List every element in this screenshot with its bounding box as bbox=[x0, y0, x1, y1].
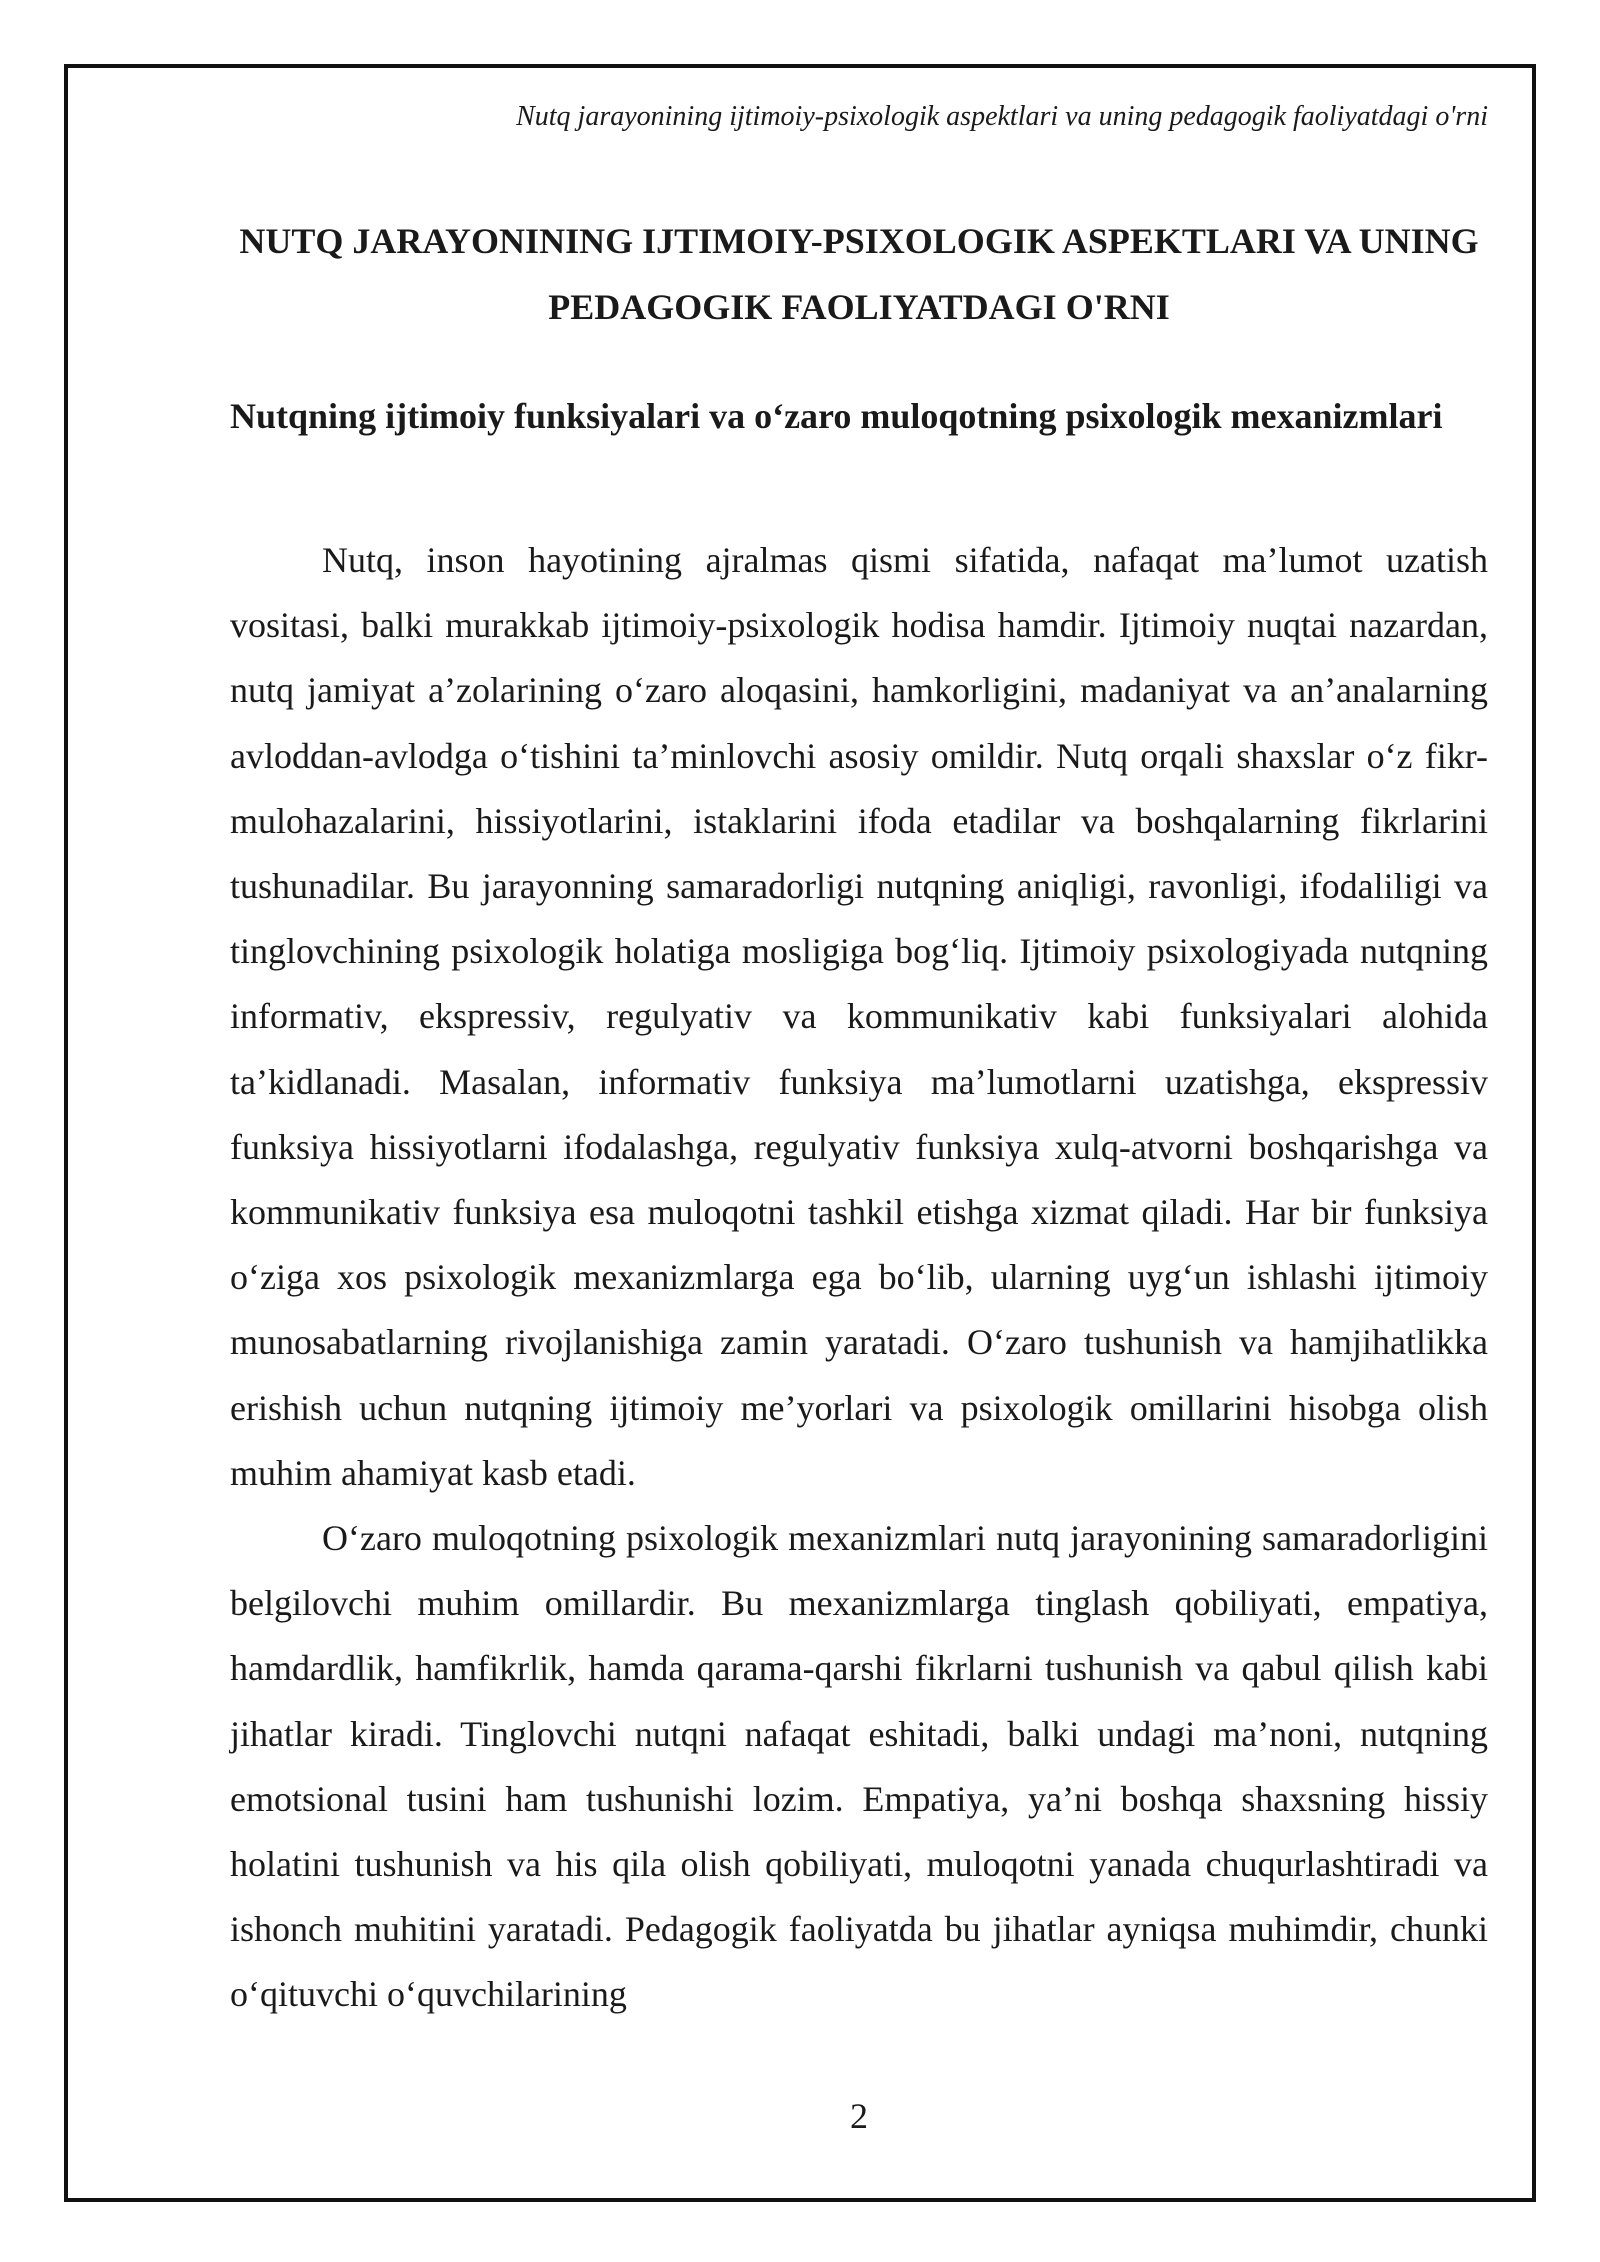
paragraph: Nutq, inson hayotining ajralmas qismi sifatida, nafaqat ma’lumot uzatish vositasi, balki murakkab ijtimoiy-psixologik hodisa hamdir. Ijtimoiy nuqtai nazardan, nutq jamiyat a’zolarining o‘zaro aloqasini, hamkorligini, madaniyat va an’analarning avloddan-avlodga o‘tishini ta’minlovchi asosiy omildir. Nutq orqali shaxslar o‘z fikr-mulohazalarini, hissiyotlarini, istaklarini ifoda etadilar va boshqalarning fikrlarini tushunadilar. Bu jarayonning samaradorligi nutqning aniqligi, ravonligi, ifodaliligi va tinglovchining psixologik holatiga mosligiga bog‘liq. Ijtimoiy psixologiyada nutqning informativ, ekspressiv, regulyativ va kommunikativ kabi funksiyalari alohida ta’kidlanadi. Masalan, informativ funksiya ma’lumotlarni uzatishga, ekspressiv funksiya hissiyotlarni ifodalashga, regulyativ funksiya xulq-atvorni boshqarishga va kommunikativ funksiya esa muloqotni tashkil etishga xizmat qiladi. Har bir funksiya o‘ziga xos psixologik mexanizmlarga ega bo‘lib, ularning uyg‘un ishlashi ijtimoiy munosabatlarning rivojlanishiga zamin yaratadi. O‘zaro tushunish va hamjihatlikka erishish uchun nutqning ijtimoiy me’yorlari va psixologik omillarini hisobga olish muhim ahamiyat kasb etadi. bbox=[230, 540, 1488, 1493]
running-header: Nutq jarayonining ijtimoiy-psixologik aspektlari va uning pedagogik faoliyatdagi o'rni bbox=[516, 101, 1488, 132]
body-text bbox=[230, 528, 1488, 2028]
paragraph: O‘zaro muloqotning psixologik mexanizmlari nutq jarayonining samaradorligini belgilovchi muhim omillardir. Bu mexanizmlarga tinglash qobiliyati, empatiya, hamdardlik, hamfikrlik, hamda qarama-qarshi fikrlarni tushunish va qabul qilish kabi jihatlar kiradi. Tinglovchi nutqni nafaqat eshitadi, balki undagi ma’noni, nutqning emotsional tusini ham tushunishi lozim. Empatiya, ya’ni boshqa shaxsning hissiy holatini tushunish va his qila olish qobiliyati, muloqotni yanada chuqurlashtiradi va ishonch muhitini yaratadi. Pedagogik faoliyatda bu jihatlar ayniqsa muhimdir, chunki o‘qituvchi o‘quvchilarining bbox=[230, 1518, 1488, 2015]
document-title: NUTQ JARAYONINING IJTIMOIY-PSIXOLOGIK ASPEKTLARI VA UNING PEDAGOGIK FAOLIYATDAGI O'RNI bbox=[239, 221, 1479, 327]
section-heading: Nutqning ijtimoiy funksiyalari va o‘zaro muloqotning psixologik mexanizmlari bbox=[230, 396, 1443, 436]
page-number: 2 bbox=[850, 2096, 868, 2136]
